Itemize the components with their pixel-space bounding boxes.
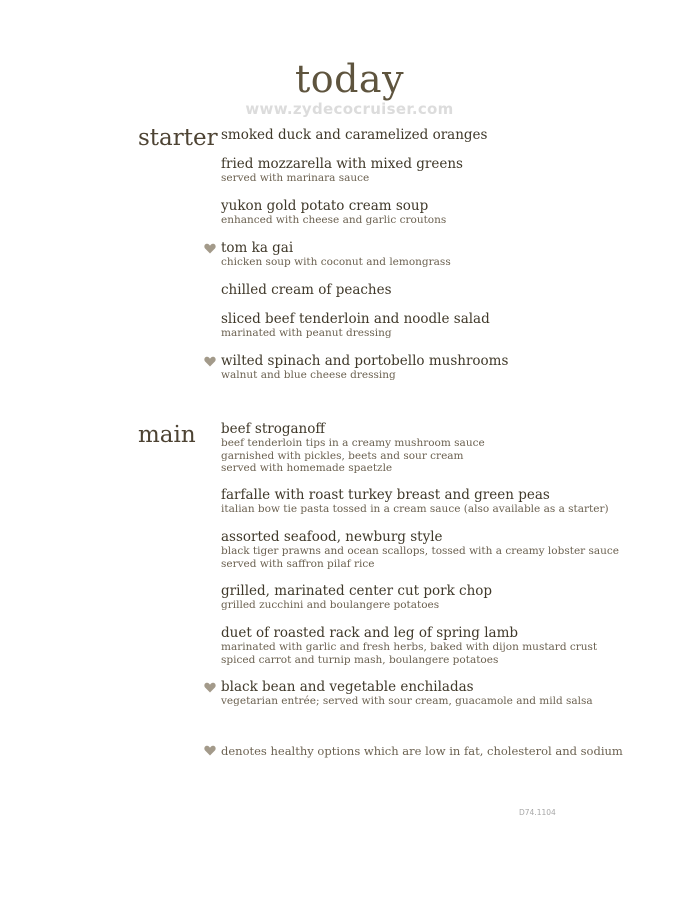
menu-item-name: chilled cream of peaches (221, 282, 392, 298)
menu-item-name: yukon gold potato cream soup (221, 198, 429, 214)
menu-item-description: chicken soup with coconut and lemongrass (221, 256, 451, 268)
menu-item-name: assorted seafood, newburg style (221, 529, 443, 545)
menu-item-description: vegetarian entrée; served with sour cream, guacamole and mild salsa (221, 695, 593, 707)
menu-item (221, 312, 681, 340)
footnote (221, 744, 623, 758)
menu-item-description: italian bow tie pasta tossed in a cream sauce (also available as a starter) (221, 503, 609, 515)
menu-item-name: farfalle with roast turkey breast and green peas (221, 487, 550, 503)
menu-item-description: marinated with peanut dressing (221, 327, 392, 339)
menu-item-name: duet of roasted rack and leg of spring lamb (221, 625, 519, 641)
menu-item-name: black bean and vegetable enchiladas (221, 679, 474, 695)
menu-item (221, 128, 681, 143)
heart-icon (204, 356, 216, 367)
menu-item-description: black tiger prawns and ocean scallops, tossed with a creamy lobster sauce (221, 545, 620, 557)
menu-item-description: beef tenderloin tips in a creamy mushroom sauce (221, 437, 485, 449)
menu-item-description: served with homemade spaetzle (221, 462, 393, 474)
menu-item (221, 283, 681, 298)
menu-item-name: sliced beef tenderloin and noodle salad (221, 311, 490, 327)
menu-item (221, 241, 681, 269)
menu-item (221, 422, 681, 475)
heart-icon (204, 243, 216, 254)
section-starter: starter (138, 125, 218, 151)
menu-item-description: marinated with garlic and fresh herbs, baked with dijon mustard crust (221, 641, 598, 653)
menu-item-name: smoked duck and caramelized oranges (221, 127, 488, 143)
footnote-text: denotes healthy options which are low in fat, cholesterol and sodium (221, 744, 623, 758)
section-main: main (138, 422, 196, 448)
menu-item (221, 680, 681, 708)
menu-item (221, 584, 681, 612)
menu-item-name: grilled, marinated center cut pork chop (221, 583, 493, 599)
menu-item (221, 488, 681, 516)
menu-item (221, 157, 681, 185)
menu-item-description: garnished with pickles, beets and sour cream (221, 449, 464, 462)
menu-item-description: enhanced with cheese and garlic croutons (221, 214, 447, 226)
heart-icon (204, 682, 216, 693)
menu-title: today (294, 57, 405, 101)
menu-item-description: walnut and blue cheese dressing (221, 369, 396, 381)
menu-item-description: served with saffron pilaf rice (221, 557, 375, 570)
menu-item-name: wilted spinach and portobello mushrooms (221, 353, 509, 369)
menu-item-description: grilled zucchini and boulangere potatoes (221, 599, 440, 611)
menu-item (221, 530, 681, 570)
menu-item-name: fried mozzarella with mixed greens (221, 156, 463, 172)
menu-item (221, 354, 681, 382)
menu-item-description: spiced carrot and turnip mash, boulangere potatoes (221, 653, 499, 666)
menu-item (221, 199, 681, 227)
menu-item-name: beef stroganoff (221, 421, 325, 437)
menu-code: D74.1104 (519, 808, 556, 817)
menu-item (221, 626, 681, 666)
menu-item-description: served with marinara sauce (221, 172, 370, 184)
menu-item-name: tom ka gai (221, 240, 294, 256)
watermark: www.zydecocruiser.com (245, 100, 454, 118)
heart-icon (204, 745, 216, 756)
